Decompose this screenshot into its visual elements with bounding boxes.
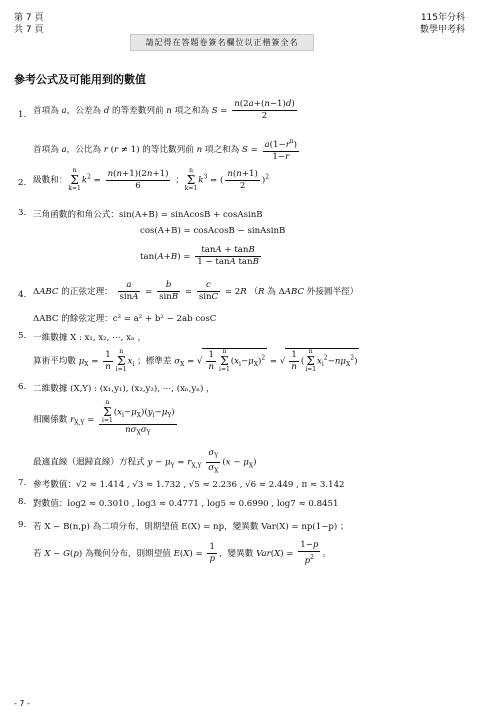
item-number: 4. [18,290,27,300]
formula-power-sums: 級數和：n Σ $k=1k^2$ = $\frac{n(n+1)(2n+1)}{6}$ ；n Σ $k=1k^3$ = ( $\frac{n(n+1)}{2}$ )$^2$ [33,167,270,192]
formula-law-of-sines: ΔABC 的正弦定理： $\frac{a}{\sin A}$ = $\frac{b}{\sin B}$ = $\frac{c}{\sin C}$ = 2R （R 為 ΔABC 外接圓半徑） [33,280,359,302]
item-number: 7. [18,478,27,488]
formula-arithmetic-series: 首項為 a，公差為 d 的等差數列前 n 項之和為 S = $\frac{n(2a+(n-1)d)}{2}$ [33,99,295,121]
formula-tan-sum: tan(A+B) = $\frac{\tan A + \tan B}{\text{1 − tanA tanB}}$ [140,245,259,267]
formula-regression-line: 最適直線（迴歸直線）方程式 $y - \mu_Y = r_{X,Y}$ $\frac{\sigma_Y}{\sigma_X}$ $(x - \mu_X)$ [33,448,257,475]
page-counter [14,12,43,36]
page-footer: - 7 - [14,699,30,708]
reference-values: 參考數值：√2 ≈ 1.414 , √3 ≈ 1.732 , √5 ≈ 2.236 , √6 ≈ 2.449 , π ≈ 3.142 [33,480,345,490]
binomial-distribution: 若 X ~ B(n,p) 為二項分布，則期望值 E(X) = np，變異數 Var(X) = np(1−p) ； [33,522,349,532]
formula-geometric-series: 首項為 a，公比為 r (r ≠ 1) 的等比數列前 n 項之和為 S = $\frac{a(1-r^n)}{1-r}$ [33,138,298,162]
log-values: 對數值：log2 ≈ 0.3010 , log3 ≈ 0.4771 , log5 ≈ 0.6990 , log7 ≈ 0.8451 [33,499,339,509]
exam-year: 115年分科 [420,13,465,23]
formula-law-of-cosines: ΔABC 的餘弦定理：c² = a² + b² − 2ab cosC [33,314,217,324]
item-number: 5. [18,331,27,341]
geometric-distribution: 若 X ~ G(p) 為幾何分布，則期望值 E(X) = $\frac{1}{p}$ ，變異數 Var(X) = $\frac{1-p}{p^2}$ 。 [33,540,332,566]
item-number: 8. [18,497,27,507]
item-number: 3. [18,208,27,218]
item-number: 2. [18,178,27,188]
section-title: 參考公式及可能用到的數值 [14,73,146,86]
exam-info [420,12,465,36]
signature-notice: 請記得在答題卷簽名欄位以正楷簽全名 [130,34,314,51]
exam-subject: 數學甲考科 [419,25,465,35]
formula-cos-sum: cos(A+B) = cosAcosB − sinAsinB [140,226,286,236]
page-number: 第 7 頁 [14,13,44,23]
formula-sin-sum: 三角函數的和角公式：sin(A+B) = sinAcosB + cosAsinB [33,210,263,220]
page-total: 共 7 頁 [14,25,44,35]
formula-correlation: 相關係數 $r_{X,Y}$ = n Σ $i=1(x_i-\mu_X)(y_i-\mu_Y)$ $n\sigma_X\sigma_Y$ [33,399,175,437]
data-2d-definition: 二維數據 (X,Y) : (x₁,y₁), (x₂,y₂), ⋯, (xₙ,yₙ) ， [33,384,215,394]
item-number: 9. [18,520,27,530]
formula-mean-std: 算術平均數 $\mu_X$ = $\frac{1}{n}$ n Σ $i=1x_i$ ；標準差 $\sigma_X$ = √ $\frac{1}{n}$ n Σ $i=1(x_i-\mu_X)^2$ = √ $\frac{1}{n}$ (n Σ $i=1x_i^2-n\mu_X^2$) [33,348,358,373]
data-1d-definition: 一維數據 X : x₁, x₂, ⋯, xₙ ， [33,333,147,343]
item-number: 1. [18,110,27,120]
item-number: 6. [18,382,27,392]
